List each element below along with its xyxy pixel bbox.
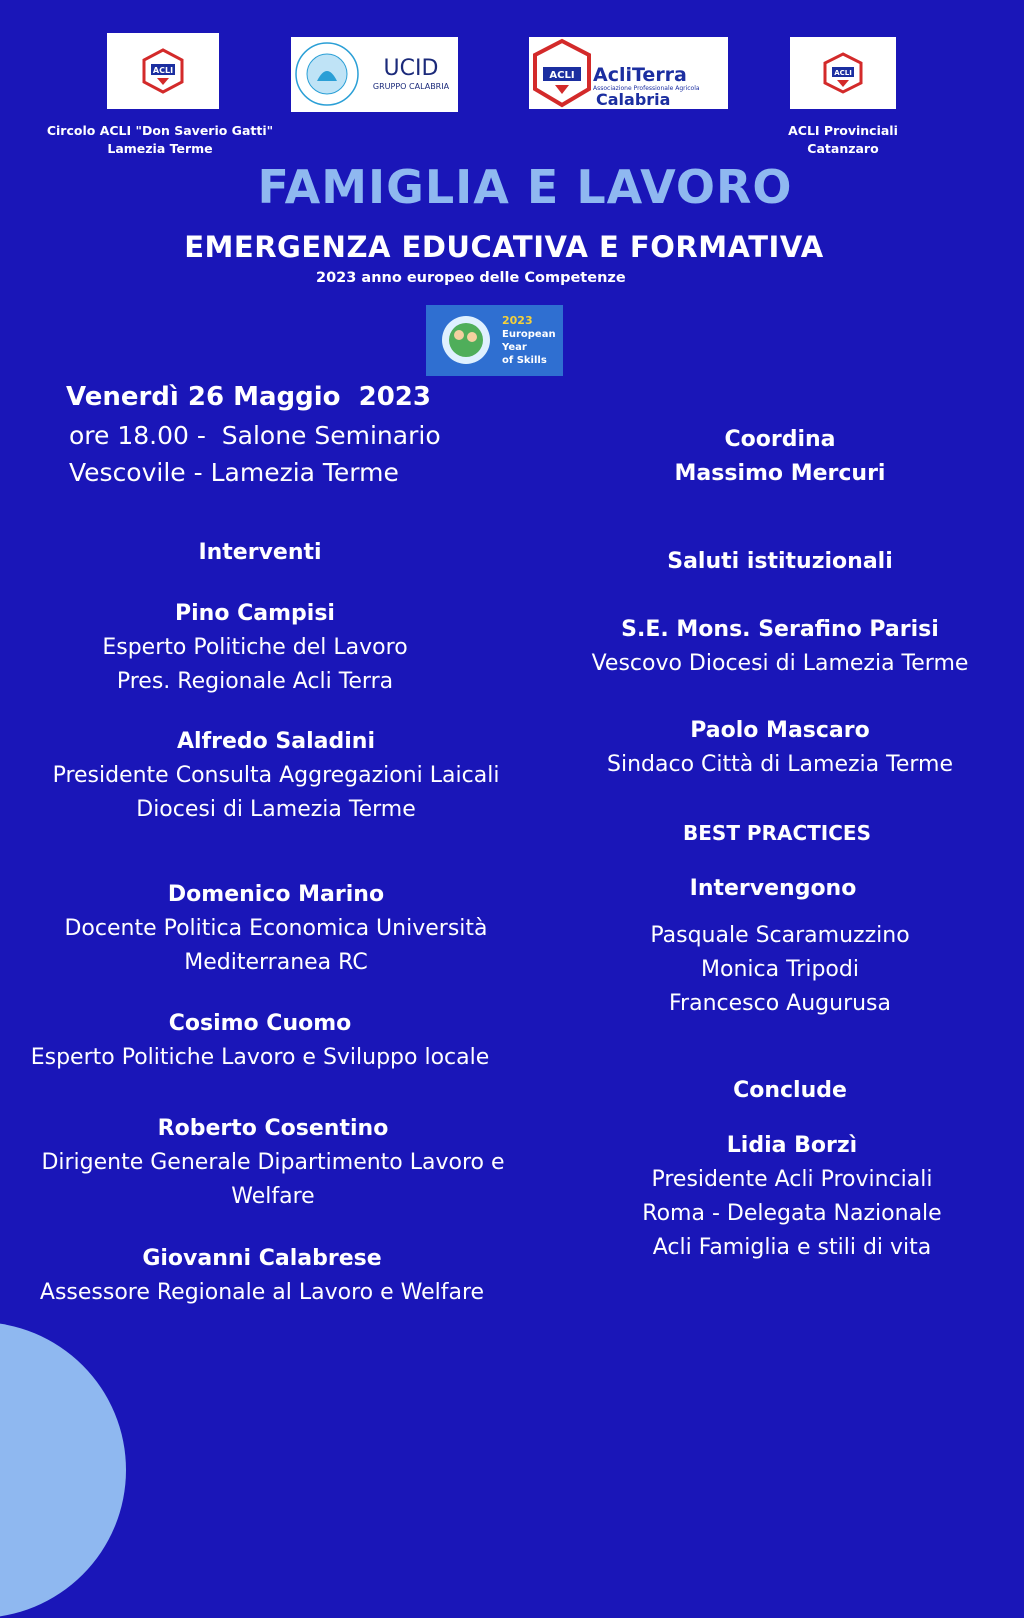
ucid-logo-subtitle: GRUPPO CALABRIA: [372, 82, 450, 91]
speaker-name: Giovanni Calabrese: [142, 1246, 382, 1271]
speaker-role: Mediterranea RC: [184, 950, 368, 975]
speaker-block: [20, 725, 532, 827]
participants-list: [580, 919, 980, 1021]
conclude-heading: Conclude: [733, 1078, 847, 1103]
eys-line2: Year: [502, 342, 527, 353]
coordinator-name: Massimo Mercuri: [674, 461, 886, 486]
speaker-name: Pino Campisi: [175, 601, 335, 626]
speaker-role: Presidente Consulta Aggregazioni Laicali: [52, 763, 500, 788]
acliterra-logo-box: [529, 37, 728, 109]
acliterra-logo-line3: Calabria: [596, 90, 671, 109]
closer-role: Roma - Delegata Nazionale: [642, 1201, 942, 1226]
guest-block: [570, 714, 990, 782]
closer-block: [592, 1129, 992, 1265]
svg-text:ACLI: ACLI: [549, 70, 575, 81]
acli-logo-right-text: ACLI: [834, 69, 852, 77]
closer-name: Lidia Borzì: [726, 1133, 858, 1158]
speaker-block: [10, 1007, 510, 1075]
guest-role: Vescovo Diocesi di Lamezia Terme: [591, 651, 969, 676]
closer-role: Presidente Acli Provinciali: [651, 1167, 933, 1192]
intervengono-heading: Intervengono: [689, 876, 857, 901]
acli-logo-left: [107, 33, 219, 109]
eys-year: 2023: [502, 314, 533, 327]
acliterra-logo-line1: AcliTerra: [593, 64, 687, 86]
ucid-logo: [291, 37, 458, 112]
guest-block: [570, 613, 990, 681]
caption-left-line1: Circolo ACLI "Don Saverio Gatti": [46, 123, 274, 138]
acliterra-logo: [529, 37, 728, 109]
tagline: 2023 anno europeo delle Competenze: [316, 270, 626, 286]
decorative-circle: [0, 1322, 126, 1618]
ucid-logo-box: [291, 37, 458, 112]
acli-logo-right: [790, 37, 896, 109]
acli-logo-right-box: [790, 37, 896, 109]
event-time-place: ore 18.00 - Salone Seminario: [69, 421, 441, 450]
speaker-block: [10, 1242, 514, 1310]
guest-name: Paolo Mascaro: [690, 718, 870, 743]
speaker-name: Domenico Marino: [167, 882, 385, 907]
speaker-block: [40, 597, 470, 699]
caption-right-line1: ACLI Provinciali: [788, 123, 898, 138]
page-subtitle: EMERGENZA EDUCATIVA E FORMATIVA: [184, 230, 824, 264]
speaker-name: Roberto Cosentino: [157, 1116, 389, 1141]
guest-name: S.E. Mons. Serafino Parisi: [621, 617, 939, 642]
speaker-role: Welfare: [231, 1184, 315, 1209]
speaker-role: Dirigente Generale Dipartimento Lavoro e: [41, 1150, 505, 1175]
coordinator-block: [580, 423, 980, 491]
speaker-block: [20, 878, 532, 980]
eys-line3: of Skills: [502, 355, 547, 366]
speaker-name: Cosimo Cuomo: [168, 1011, 352, 1036]
coordinator-label: Coordina: [724, 427, 836, 452]
caption-left: [30, 122, 290, 158]
event-venue: Vescovile - Lamezia Terme: [69, 458, 399, 487]
ucid-logo-title: UCID: [383, 56, 439, 81]
closer-role: Acli Famiglia e stili di vita: [652, 1235, 932, 1260]
speaker-role: Docente Politica Economica Università: [64, 916, 488, 941]
speaker-role: Assessore Regionale al Lavoro e Welfare: [39, 1280, 485, 1305]
speaker-role: Esperto Politiche Lavoro e Sviluppo locale: [30, 1045, 490, 1070]
speaker-block: [20, 1112, 526, 1214]
guest-role: Sindaco Città di Lamezia Terme: [607, 752, 953, 777]
participant: Monica Tripodi: [701, 957, 859, 982]
saluti-heading: Saluti istituzionali: [667, 549, 893, 574]
participant: Francesco Augurusa: [669, 991, 891, 1016]
page-title: FAMIGLIA E LAVORO: [257, 160, 793, 214]
speaker-role: Esperto Politiche del Lavoro: [102, 635, 408, 660]
acli-logo-left-text: ACLI: [152, 66, 174, 75]
acli-logo-left-box: [107, 33, 219, 109]
interventi-heading: Interventi: [198, 540, 322, 565]
event-date: Venerdì 26 Maggio 2023: [66, 382, 431, 412]
eys-badge: [426, 305, 563, 376]
best-practices-heading: BEST PRACTICES: [683, 821, 871, 845]
caption-right-line2: Catanzaro: [807, 141, 879, 156]
speaker-name: Alfredo Saladini: [177, 729, 375, 754]
eys-line1: European: [502, 329, 556, 340]
caption-right: [760, 122, 926, 158]
speaker-role: Diocesi di Lamezia Terme: [136, 797, 416, 822]
acliterra-logo-line2: Associazione Professionale Agricola: [593, 85, 700, 92]
participant: Pasquale Scaramuzzino: [650, 923, 910, 948]
speaker-role: Pres. Regionale Acli Terra: [116, 669, 394, 694]
caption-left-line2: Lamezia Terme: [107, 141, 213, 156]
